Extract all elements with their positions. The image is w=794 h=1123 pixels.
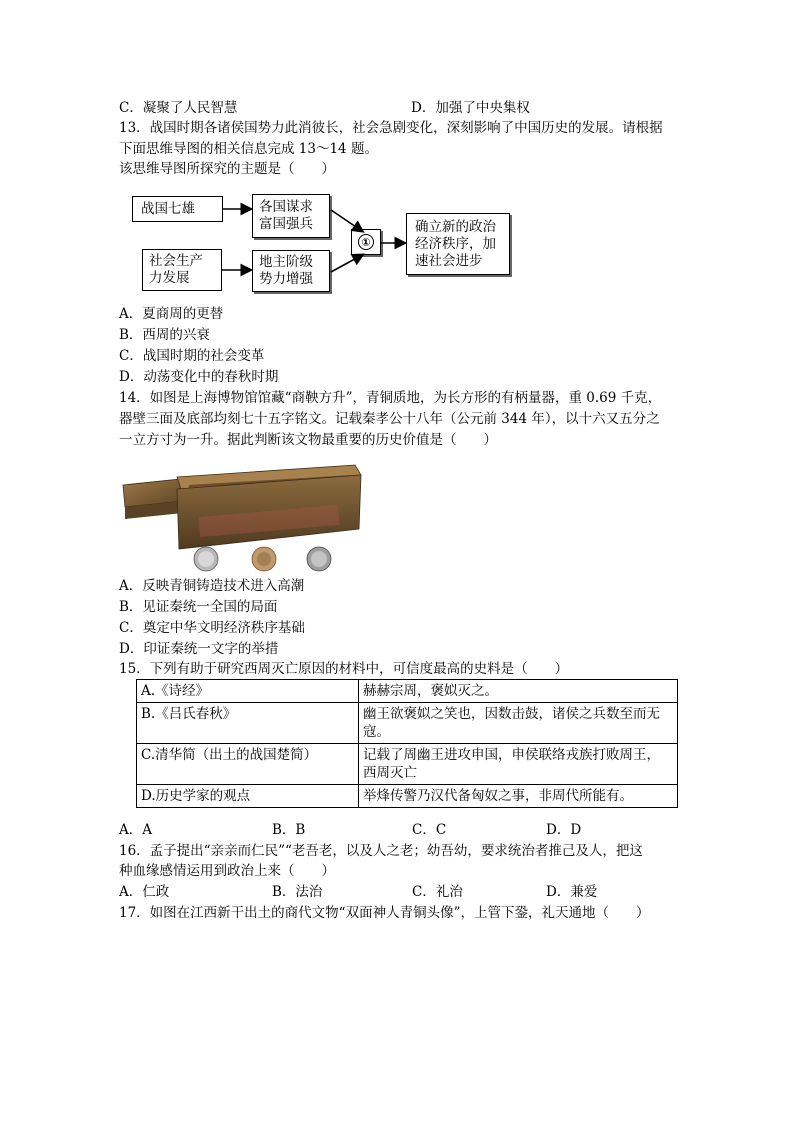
q13-option-b: B．西周的兴衰 (119, 327, 210, 343)
source-text: 记载了周幽王进攻申国，申侯联络戎族打败周王，西周灭亡 (359, 744, 678, 785)
shang-yang-bronze-measure-image (119, 463, 364, 573)
q16-answer-c: C．礼治 (412, 884, 463, 900)
table-row (137, 703, 678, 744)
source-text: 幽王欲褒姒之笑也，因数击鼓，诸侯之兵数至而无寇。 (359, 703, 678, 744)
mindmap-box-warring-states-label: 战国七雄 (141, 200, 195, 217)
q15-answer-b: B．B (272, 822, 306, 838)
arrow-strength-to-center (331, 210, 362, 231)
source-text: 举烽传警乃汉代备匈奴之事，非周代所能有。 (359, 785, 678, 808)
q14-option-d: D．印证秦统一文字的举措 (119, 641, 279, 657)
q15-answer-a: A．A (119, 822, 152, 838)
q12-option-d: D．加强了中央集权 (411, 100, 530, 116)
q16-answer-b: B．法治 (272, 884, 323, 900)
q14-option-b: B．见证秦统一全国的局面 (119, 599, 278, 615)
source-name: C.清华简（出土的战国楚简） (137, 744, 359, 785)
q16-stem-line1: 16．孟子提出“亲亲而仁民”“老吾老，以及人之老；幼吾幼，要求统治者推己及人，把这 (119, 843, 643, 859)
q14-option-c: C．奠定中华文明经济秩序基础 (119, 620, 305, 636)
mindmap-box-seek-strength-line2: 富国强兵 (259, 216, 313, 232)
q15-answer-c: C．C (412, 822, 447, 838)
mindmap-box-productivity-line1: 社会生产 (149, 253, 203, 269)
q14-option-a: A．反映青铜铸造技术进入高潮 (119, 578, 305, 594)
q17-stem: 17．如图在江西新干出土的商代文物“双面神人青铜头像”，上管下銎，礼天通地（ ） (119, 905, 650, 921)
q13-option-c: C．战国时期的社会变革 (119, 348, 265, 364)
q16-stem-line2: 种血缘感情运用到政治上来（ ） (119, 863, 335, 879)
q15-stem: 15．下列有助于研究西周灭亡原因的材料中，可信度最高的史料是（ ） (119, 661, 569, 677)
mindmap-box-result-line2: 经济秩序，加 (415, 235, 496, 252)
q14-stem-line1: 14．如图是上海博物馆馆藏“商鞅方升”，青铜质地，为长方形的有柄量器，重 0.69 千克， (119, 390, 662, 406)
q14-stem-line3: 一立方寸为一升。据此判断该文物最重要的历史价值是（ ） (119, 432, 497, 448)
q13-option-a: A．夏商周的更替 (119, 306, 224, 322)
mindmap-box-seek-strength-line1: 各国谋求 (259, 199, 313, 215)
arrow-landlord-to-center (331, 255, 362, 272)
source-name: D.历史学家的观点 (137, 785, 359, 808)
mindmap-box-productivity-line2: 力发展 (149, 270, 190, 286)
mindmap-center-label: ① (358, 234, 374, 250)
mindmap-box-result-line1: 确立新的政治 (415, 218, 496, 235)
q13-option-d: D．动荡变化中的春秋时期 (119, 369, 279, 385)
table-row (137, 680, 678, 703)
q13-stem-line1: 13．战国时期各诸侯国势力此消彼长，社会急剧变化，深刻影响了中国历史的发展。请根据 (119, 120, 663, 136)
source-name: B.《吕氏春秋》 (137, 703, 359, 744)
source-name: A.《诗经》 (137, 680, 359, 703)
q16-answer-a: A．仁政 (119, 884, 170, 900)
mindmap-box-result-line3: 速社会进步 (415, 252, 483, 269)
q13-stem-line2: 下面思维导图的相关信息完成 13～14 题。 (119, 141, 378, 157)
q13-question: 该思维导图所探究的主题是（ ） (119, 161, 335, 177)
mindmap-box-landlord-class-line2: 势力增强 (259, 271, 313, 287)
q16-answer-d: D．兼爱 (546, 884, 598, 900)
q15-source-table (136, 679, 678, 808)
table-row (137, 744, 678, 785)
q15-answer-d: D．D (546, 822, 582, 838)
table-row (137, 785, 678, 808)
source-text: 赫赫宗周，褒姒灭之。 (359, 680, 678, 703)
q14-stem-line2: 器壁三面及底部均刻七十五字铭文。记载秦孝公十八年（公元前 344 年），以十六又五分之 (119, 411, 660, 427)
q12-option-c: C．凝聚了人民智慧 (119, 100, 238, 116)
mindmap-box-landlord-class-line1: 地主阶级 (259, 254, 313, 270)
